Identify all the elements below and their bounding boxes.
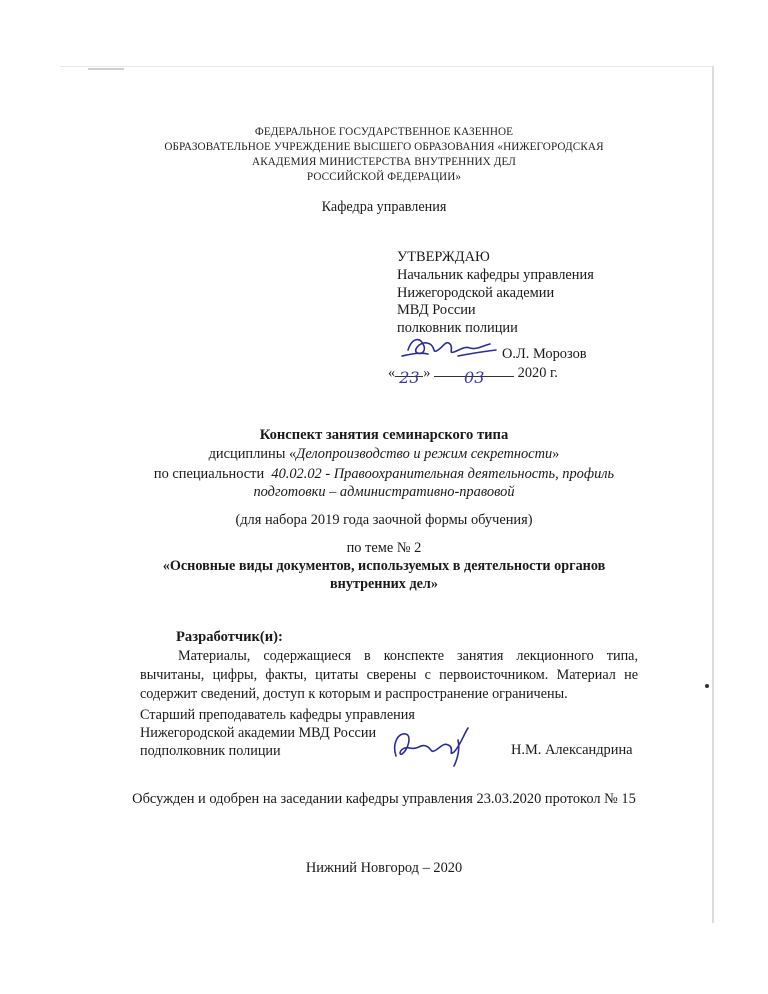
specialty-line-2: подготовки – административно-правовой xyxy=(253,484,515,500)
scan-artifact xyxy=(88,68,124,70)
approver-name: О.Л. Морозов xyxy=(502,346,587,362)
author-name: Н.М. Александрина xyxy=(511,742,633,758)
date-close-quote: » xyxy=(423,365,431,381)
org-line-2: ОБРАЗОВАТЕЛЬНОЕ УЧРЕЖДЕНИЕ ВЫСШЕГО ОБРАЗОВАНИЯ «НИЖЕГОРОДСКАЯ xyxy=(164,141,604,153)
document-title: Конспект занятия семинарского типа xyxy=(259,427,509,443)
discipline-name: Делопроизводство и режим секретности xyxy=(296,446,553,462)
author-position-line-2: Нижегородской академии МВД России xyxy=(140,725,377,741)
author-position-line-3: подполковник полиции xyxy=(140,743,281,759)
approval-heading: УТВЕРЖДАЮ xyxy=(397,249,490,265)
approval-date xyxy=(388,365,558,387)
author-position xyxy=(140,706,415,760)
topic-label: по теме № 2 xyxy=(346,540,422,556)
approver-signature-icon xyxy=(398,330,502,364)
discipline-prefix: дисциплины « xyxy=(208,446,297,462)
discipline-line xyxy=(0,446,768,463)
topic-title-line-1: «Основные виды документов, используемых в деятельности органов xyxy=(162,558,606,574)
city-year: Нижний Новгород – 2020 xyxy=(305,860,463,876)
date-month: 03 xyxy=(464,368,485,387)
org-line-4: РОССИЙСКОЙ ФЕДЕРАЦИИ» xyxy=(306,171,462,183)
developer-paragraph: Материалы, содержащиеся в конспекте занятия лекционного типа, вычитаны, цифры, факты, цитаты сверены с первоисточником. Материал не содержит сведений, доступ к которым и распространение ограничены. xyxy=(140,648,638,702)
specialty-line xyxy=(0,466,768,483)
developer-label: Разработчик(и): xyxy=(176,629,283,645)
approval-line-3: МВД России xyxy=(397,302,476,319)
approval-line-2: Нижегородской академии xyxy=(397,284,555,301)
approval-line-4: полковник полиции xyxy=(397,320,518,337)
org-line-3: АКАДЕМИЯ МИНИСТЕРСТВА ВНУТРЕННИХ ДЕЛ xyxy=(252,156,516,168)
enrollment-line: (для набора 2019 года заочной формы обучения) xyxy=(235,512,533,528)
approval-protocol: Обсужден и одобрен на заседании кафедры управления 23.03.2020 протокол № 15 xyxy=(132,791,636,807)
approval-line-1: Начальник кафедры управления xyxy=(397,266,594,283)
discipline-suffix: » xyxy=(552,446,560,462)
date-day: 23 xyxy=(399,368,420,387)
date-day-field xyxy=(395,368,423,387)
organization-header xyxy=(128,125,640,185)
specialty-prefix: по специальности xyxy=(153,466,268,482)
topic-title-line-2: внутренних дел» xyxy=(330,576,438,592)
department-name: Кафедра управления xyxy=(321,199,447,215)
date-open-quote: « xyxy=(388,365,396,381)
scan-dot xyxy=(705,684,709,688)
author-position-line-1: Старший преподаватель кафедры управления xyxy=(140,707,415,723)
author-signature-icon xyxy=(388,722,480,768)
approval-block xyxy=(397,249,594,338)
date-year: 2020 г. xyxy=(517,365,558,381)
specialty-name: 40.02.02 - Правоохранительная деятельность, профиль xyxy=(271,466,615,482)
date-month-field xyxy=(434,368,514,387)
org-line-1: ФЕДЕРАЛЬНОЕ ГОСУДАРСТВЕННОЕ КАЗЕННОЕ xyxy=(254,126,514,138)
